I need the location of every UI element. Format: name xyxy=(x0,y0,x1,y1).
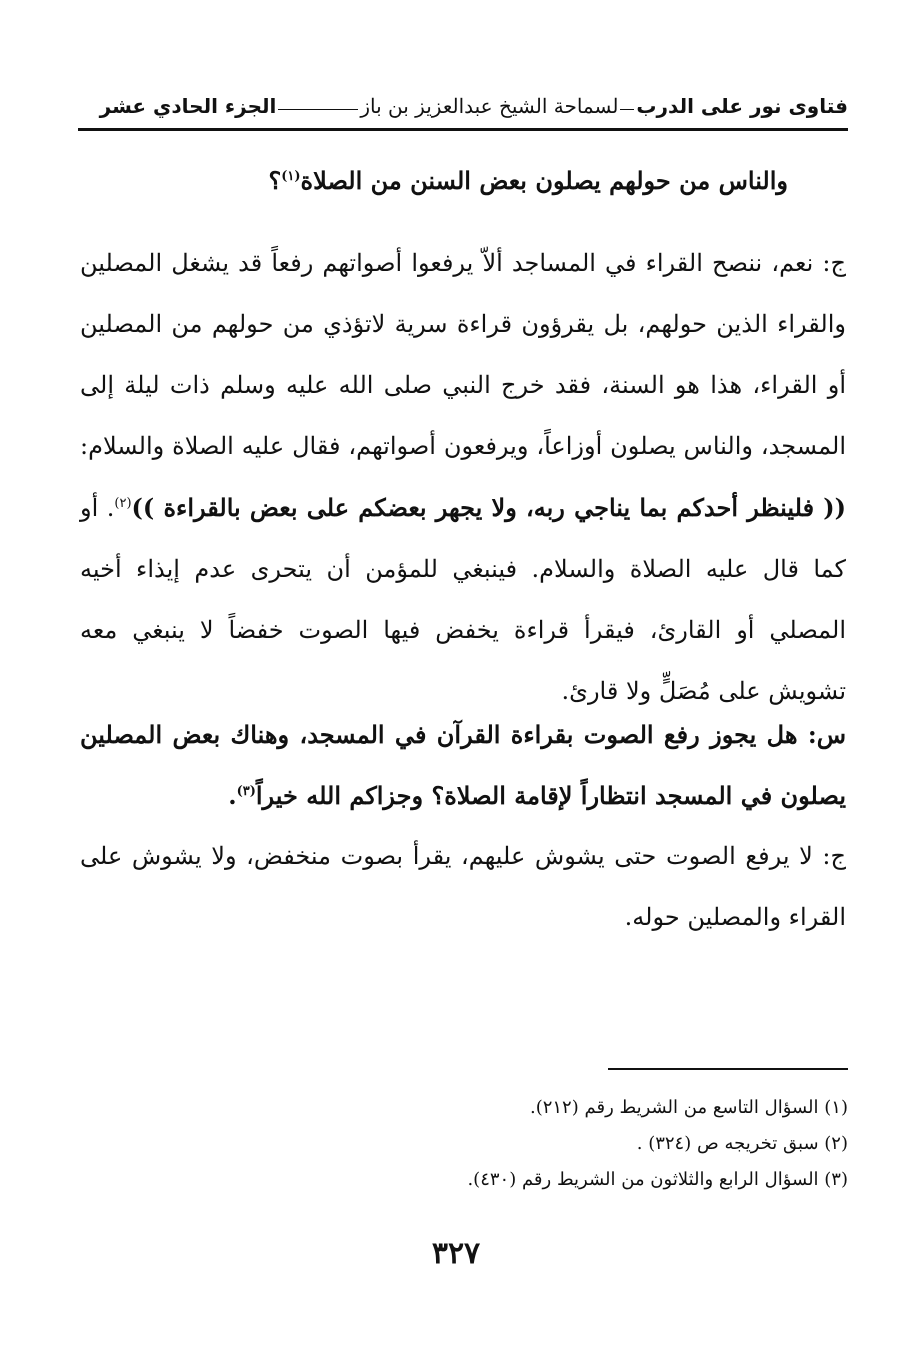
footnote-2: (٢) سبق تخريجه ص (٣٢٤) . xyxy=(636,1133,848,1154)
footnote-ref-2: (٢) xyxy=(114,496,132,511)
question-1-end: ؟ xyxy=(268,166,282,195)
question-2-end: . xyxy=(228,781,237,810)
footnote-3: (٣) السؤال الرابع والثلاثون من الشريط رقم (٤٣٠). xyxy=(467,1169,848,1190)
header-dash xyxy=(278,109,358,110)
question-1-ending xyxy=(80,150,846,211)
answer-1-part-2: . أو كما قال عليه الصلاة والسلام. فينبغي للمؤمن أن يتحرى عدم إيذاء أخيه المصلي أو القارئ، فيقرأ قراءة يخفض فيها الصوت خفضاً لا ينبغي معه تشويش على مُصَلٍّ ولا قارئ. xyxy=(80,494,846,705)
question-2 xyxy=(80,704,846,826)
hadith-quote: (( فلينظر أحدكم بما يناجي ربه، ولا يجهر بعضكم على بعض بالقراءة )) xyxy=(131,493,846,522)
book-title: فتاوى نور على الدرب xyxy=(636,94,848,118)
footnote-1: (١) السؤال التاسع من الشريط رقم (٢١٢). xyxy=(529,1097,848,1118)
answer-1 xyxy=(80,233,846,722)
header-dash xyxy=(620,109,634,110)
footnote-ref-1: (١) xyxy=(281,169,301,184)
header-rule xyxy=(78,128,848,131)
answer-1-prefix: ج: xyxy=(813,249,846,277)
footnote-ref-3: (٣) xyxy=(236,784,256,799)
page-number: ٣٢٧ xyxy=(431,1236,481,1271)
answer-1-part-1: نعم، ننصح القراء في المساجد ألاّ يرفعوا أصواتهم رفعاً قد يشغل المصلين والقراء الذين حولهم، بل يقرؤون قراءة سرية لاتؤذي من حولهم من المصلين أو القراء، هذا هو السنة، فقد خرج النبي صلى الله عليه وسلم ذات ليلة إلى المسجد، والناس يصلون أوزاعاً، ويرفعون أصواتهم، فقال عليه الصلاة والسلام: xyxy=(80,249,846,460)
author-name: لسماحة الشيخ عبدالعزيز بن باز xyxy=(360,94,619,118)
question-1-text: والناس من حولهم يصلون بعض السنن من الصلاة xyxy=(300,166,788,195)
question-2-text: س: هل يجوز رفع الصوت بقراءة القرآن في المسجد، وهناك بعض المصلين يصلون في المسجد انتظاراً لإقامة الصلاة؟ وجزاكم الله خيراً xyxy=(80,720,846,810)
running-header xyxy=(78,86,848,126)
answer-2: ج: لا يرفع الصوت حتى يشوش عليهم، يقرأ بصوت منخفض، ولا يشوش على القراء والمصلين حوله. xyxy=(80,842,846,931)
footnotes xyxy=(68,1090,848,1198)
footnote-rule xyxy=(608,1068,848,1070)
volume-label: الجزء الحادي عشر xyxy=(99,94,277,118)
